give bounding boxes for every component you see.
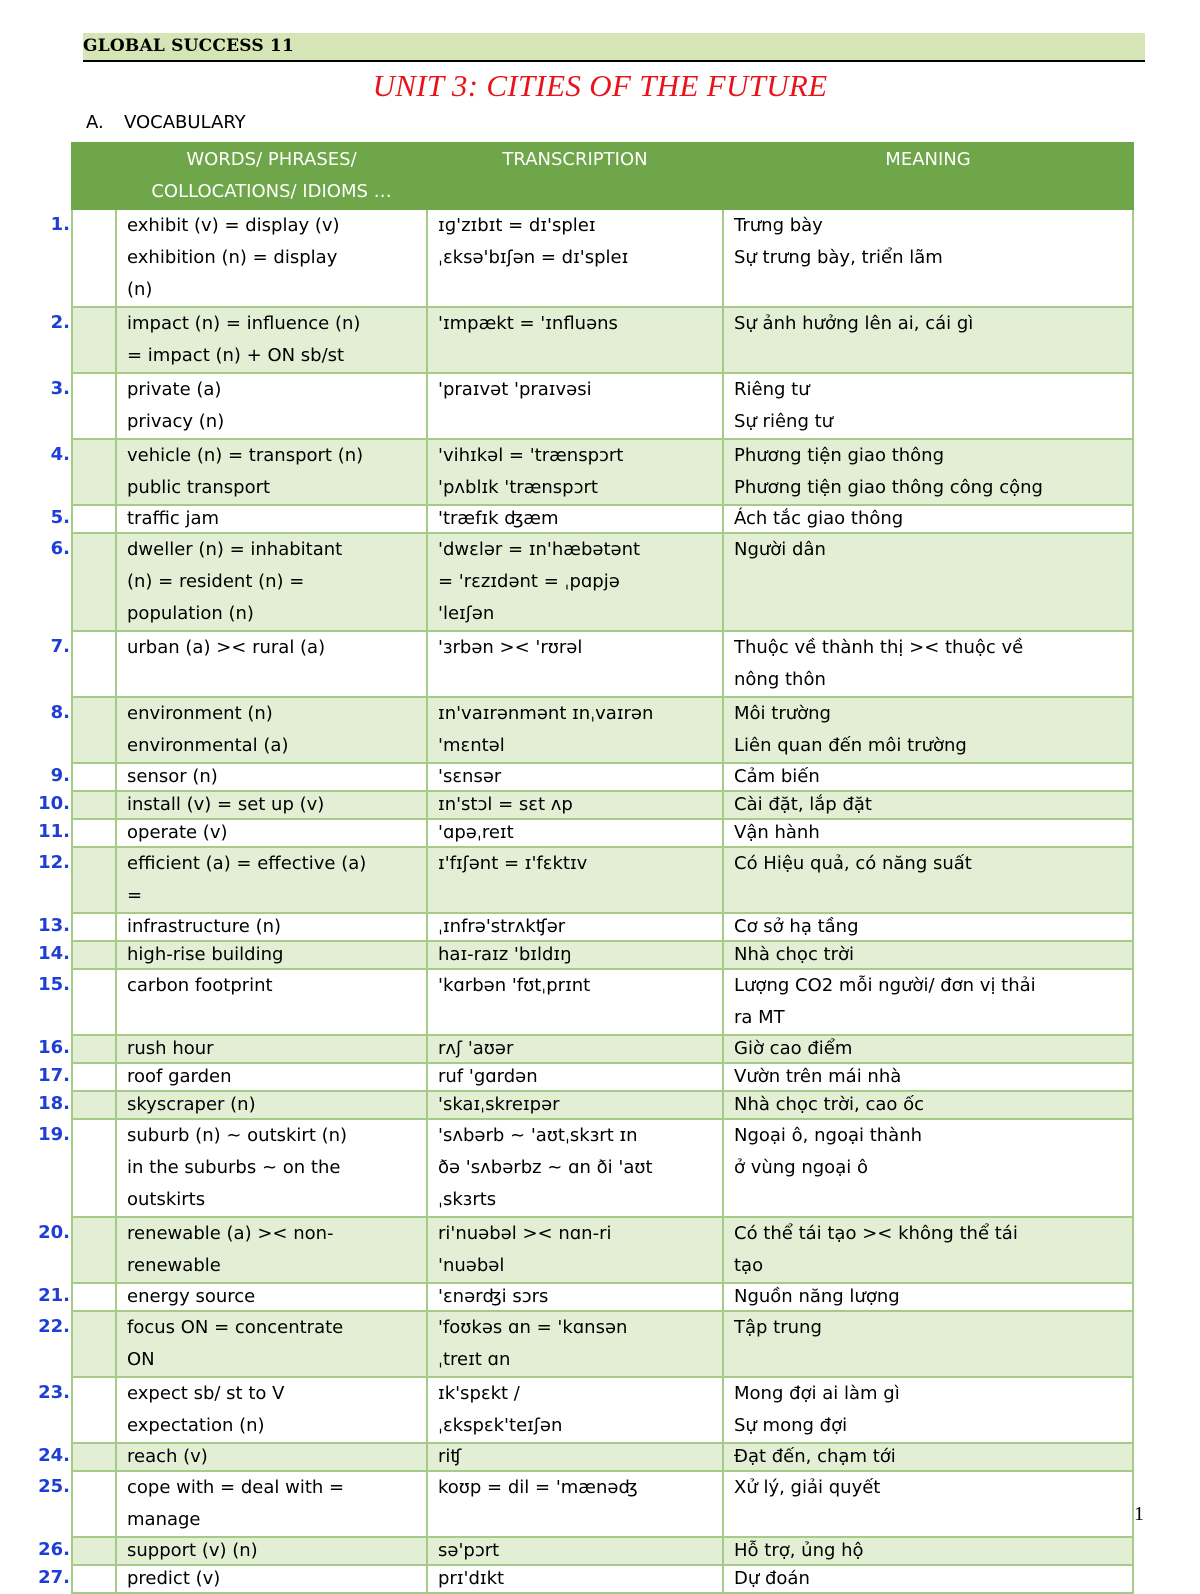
meaning-cell	[723, 533, 1133, 631]
row-blank-cell	[72, 847, 116, 913]
transcription-cell	[427, 1565, 723, 1593]
meaning-line: Cơ sở hạ tầng	[734, 916, 859, 937]
row-blank-cell	[72, 1063, 116, 1091]
row-number: 13.	[38, 915, 70, 936]
row-number: 8.	[50, 702, 70, 723]
transcription-cell	[427, 697, 723, 763]
row-number: 17.	[38, 1065, 70, 1086]
meaning-line: Vườn trên mái nhà	[734, 1066, 902, 1087]
row-blank-cell	[72, 1311, 116, 1377]
row-blank-cell	[72, 209, 116, 307]
word-line: private (a)	[127, 379, 222, 400]
row-blank-cell	[72, 1035, 116, 1063]
meaning-cell	[723, 847, 1133, 913]
meaning-cell	[723, 941, 1133, 969]
meaning-line: Cài đặt, lắp đặt	[734, 794, 872, 815]
meaning-line: Thuộc về thành thị >< thuộc về	[734, 637, 1024, 658]
row-blank-cell	[72, 1471, 116, 1537]
row-blank-cell	[72, 1091, 116, 1119]
word-cell	[116, 791, 427, 819]
transcription-cell	[427, 631, 723, 697]
word-line: support (v) (n)	[127, 1540, 258, 1561]
row-number: 27.	[38, 1567, 70, 1588]
meaning-cell	[723, 505, 1133, 533]
transcription-line: rʌʃ 'aʊər	[438, 1038, 514, 1059]
transcription-line: 'pʌblɪk 'trænspɔrt	[438, 477, 598, 498]
transcription-line: ˌɛksə'bɪʃən = dɪ'spleɪ	[438, 247, 629, 268]
table-row	[72, 1119, 1133, 1217]
word-line: environment (n)	[127, 703, 273, 724]
table-row	[72, 763, 1133, 791]
word-line: privacy (n)	[127, 411, 225, 432]
transcription-line: haɪ-raɪz 'bɪldɪŋ	[438, 944, 572, 965]
table-row	[72, 373, 1133, 439]
word-line: exhibition (n) = display	[127, 247, 338, 268]
word-cell	[116, 1377, 427, 1443]
meaning-line: Sự trưng bày, triển lãm	[734, 247, 943, 268]
table-row	[72, 969, 1133, 1035]
row-number: 18.	[38, 1093, 70, 1114]
word-line: renewable (a) >< non-	[127, 1223, 334, 1244]
word-line: (n)	[127, 279, 153, 300]
transcription-line: koʊp = dil = 'mænəʤ	[438, 1477, 638, 1498]
meaning-line: Cảm biến	[734, 766, 820, 787]
transcription-cell	[427, 209, 723, 307]
meaning-line: Liên quan đến môi trường	[734, 735, 967, 756]
transcription-line: ɪn'vaɪrənmənt ɪnˌvaɪrən	[438, 703, 654, 724]
transcription-line: ðə 'sʌbərbz ~ ɑn ði 'aʊt	[438, 1157, 653, 1178]
word-line: cope with = deal with =	[127, 1477, 345, 1498]
row-blank-cell	[72, 1443, 116, 1471]
transcription-line: sə'pɔrt	[438, 1540, 500, 1561]
transcription-cell	[427, 1063, 723, 1091]
row-blank-cell	[72, 1377, 116, 1443]
word-line: sensor (n)	[127, 766, 218, 787]
word-line: public transport	[127, 477, 271, 498]
transcription-line: 'ɜrbən >< 'rʊrəl	[438, 637, 583, 658]
word-cell	[116, 307, 427, 373]
row-number: 20.	[38, 1222, 70, 1243]
word-line: expectation (n)	[127, 1415, 265, 1436]
word-line: suburb (n) ~ outskirt (n)	[127, 1125, 348, 1146]
row-number: 7.	[50, 636, 70, 657]
meaning-line: Vận hành	[734, 822, 820, 843]
meaning-cell	[723, 1091, 1133, 1119]
word-line: population (n)	[127, 603, 254, 624]
transcription-cell	[427, 913, 723, 941]
table-row	[72, 1471, 1133, 1537]
transcription-cell	[427, 439, 723, 505]
row-blank-cell	[72, 373, 116, 439]
table-row	[72, 791, 1133, 819]
word-cell	[116, 373, 427, 439]
meaning-line: Người dân	[734, 539, 826, 560]
word-line: reach (v)	[127, 1446, 208, 1467]
meaning-cell	[723, 1063, 1133, 1091]
meaning-line: Ách tắc giao thông	[734, 508, 904, 529]
word-line: ON	[127, 1349, 155, 1370]
meaning-line: Xử lý, giải quyết	[734, 1477, 881, 1498]
word-cell	[116, 1035, 427, 1063]
row-number: 22.	[38, 1316, 70, 1337]
row-number: 3.	[50, 378, 70, 399]
word-cell	[116, 1471, 427, 1537]
meaning-cell	[723, 791, 1133, 819]
word-line: impact (n) = influence (n)	[127, 313, 361, 334]
vocabulary-table	[71, 142, 1134, 1594]
word-cell	[116, 1537, 427, 1565]
transcription-line: 'skaɪˌskreɪpər	[438, 1094, 560, 1115]
header-band	[83, 33, 1145, 62]
row-number: 4.	[50, 444, 70, 465]
meaning-cell	[723, 1035, 1133, 1063]
meaning-line: Phương tiện giao thông	[734, 445, 945, 466]
transcription-cell	[427, 1217, 723, 1283]
word-line: urban (a) >< rural (a)	[127, 637, 326, 658]
table-row	[72, 631, 1133, 697]
meaning-cell	[723, 763, 1133, 791]
row-blank-cell	[72, 697, 116, 763]
transcription-cell	[427, 1283, 723, 1311]
word-cell	[116, 533, 427, 631]
transcription-line: prɪ'dɪkt	[438, 1568, 505, 1589]
word-cell	[116, 913, 427, 941]
row-number: 24.	[38, 1445, 70, 1466]
transcription-cell	[427, 1377, 723, 1443]
meaning-cell	[723, 307, 1133, 373]
row-number: 10.	[38, 793, 70, 814]
meaning-line: Sự ảnh hưởng lên ai, cái gì	[734, 313, 974, 334]
word-line: operate (v)	[127, 822, 228, 843]
section-label: VOCABULARY	[124, 112, 246, 133]
row-blank-cell	[72, 1283, 116, 1311]
word-cell	[116, 505, 427, 533]
meaning-cell	[723, 819, 1133, 847]
word-cell	[116, 1063, 427, 1091]
meaning-line: Tập trung	[734, 1317, 822, 1338]
transcription-cell	[427, 505, 723, 533]
meaning-line: Trưng bày	[734, 215, 823, 236]
header-cell-meaning	[723, 143, 1133, 209]
word-cell	[116, 439, 427, 505]
transcription-cell	[427, 1119, 723, 1217]
word-line: high-rise building	[127, 944, 284, 965]
meaning-line: Có thể tái tạo >< không thể tái	[734, 1223, 1018, 1244]
row-blank-cell	[72, 533, 116, 631]
table-row	[72, 1565, 1133, 1593]
section-heading	[86, 112, 246, 133]
table-row	[72, 941, 1133, 969]
transcription-line: 'kɑrbən 'fʊtˌprɪnt	[438, 975, 591, 996]
transcription-line: ˌskɜrts	[438, 1189, 497, 1210]
transcription-cell	[427, 373, 723, 439]
transcription-line: ˌɛkspɛk'teɪʃən	[438, 1415, 563, 1436]
word-cell	[116, 1443, 427, 1471]
word-cell	[116, 209, 427, 307]
row-blank-cell	[72, 819, 116, 847]
table-row	[72, 1091, 1133, 1119]
meaning-cell	[723, 373, 1133, 439]
row-number: 11.	[38, 821, 70, 842]
meaning-cell	[723, 1537, 1133, 1565]
table-row	[72, 1311, 1133, 1377]
transcription-line: ruf 'gɑrdən	[438, 1066, 538, 1087]
table-row	[72, 209, 1133, 307]
meaning-line: Nguồn năng lượng	[734, 1286, 900, 1307]
row-number: 19.	[38, 1124, 70, 1145]
transcription-line: 'praɪvət 'praɪvəsi	[438, 379, 592, 400]
word-line: exhibit (v) = display (v)	[127, 215, 340, 236]
table-row	[72, 307, 1133, 373]
row-number: 1.	[50, 214, 70, 235]
meaning-line: Phương tiện giao thông công cộng	[734, 477, 1043, 498]
header-cell-blank	[72, 143, 116, 209]
meaning-cell	[723, 913, 1133, 941]
row-number: 9.	[50, 765, 70, 786]
meaning-cell	[723, 1443, 1133, 1471]
word-line: install (v) = set up (v)	[127, 794, 325, 815]
header-transcription-label: TRANSCRIPTION	[502, 149, 648, 170]
transcription-line: 'ɪmpækt = 'ɪnfluəns	[438, 313, 618, 334]
word-cell	[116, 1565, 427, 1593]
meaning-line: Nhà chọc trời, cao ốc	[734, 1094, 925, 1115]
word-cell	[116, 1119, 427, 1217]
word-line: traffic jam	[127, 508, 220, 529]
table-row	[72, 1063, 1133, 1091]
meaning-cell	[723, 439, 1133, 505]
transcription-cell	[427, 307, 723, 373]
row-number: 2.	[50, 312, 70, 333]
table-row	[72, 1443, 1133, 1471]
transcription-line: ɪ'fɪʃənt = ɪ'fɛktɪv	[438, 853, 588, 874]
row-number: 21.	[38, 1285, 70, 1306]
header-title: GLOBAL SUCCESS 11	[83, 36, 294, 56]
transcription-line: ɪɡ'zɪbɪt = dɪ'spleɪ	[438, 215, 596, 236]
transcription-line: ˌɪnfrə'strʌkʧər	[438, 916, 566, 937]
word-line: =	[127, 885, 143, 906]
row-number: 12.	[38, 852, 70, 873]
transcription-line: 'sɛnsər	[438, 766, 502, 787]
transcription-cell	[427, 1311, 723, 1377]
table-row	[72, 1035, 1133, 1063]
word-line: roof garden	[127, 1066, 232, 1087]
page-number: 1	[1134, 1503, 1144, 1525]
transcription-line: 'leɪʃən	[438, 603, 495, 624]
transcription-cell	[427, 819, 723, 847]
meaning-cell	[723, 1283, 1133, 1311]
word-line: = impact (n) + ON sb/st	[127, 345, 345, 366]
transcription-line: = 'rɛzɪdənt = ˌpɑpjə	[438, 571, 620, 592]
word-cell	[116, 847, 427, 913]
table-row	[72, 1217, 1133, 1283]
meaning-line: Dự đoán	[734, 1568, 810, 1589]
row-blank-cell	[72, 763, 116, 791]
word-cell	[116, 1311, 427, 1377]
header-cell-transcription	[427, 143, 723, 209]
transcription-line: 'træfɪk ʤæm	[438, 508, 559, 529]
meaning-line: Môi trường	[734, 703, 831, 724]
meaning-cell	[723, 1377, 1133, 1443]
section-marker: A.	[86, 112, 104, 133]
table-row	[72, 1377, 1133, 1443]
meaning-line: Hỗ trợ, ủng hộ	[734, 1540, 864, 1561]
row-number: 23.	[38, 1382, 70, 1403]
word-cell	[116, 819, 427, 847]
row-number: 26.	[38, 1539, 70, 1560]
meaning-cell	[723, 209, 1133, 307]
word-line: renewable	[127, 1255, 221, 1276]
transcription-line: ɪk'spɛkt /	[438, 1383, 520, 1404]
meaning-line: Sự mong đợi	[734, 1415, 848, 1436]
word-line: predict (v)	[127, 1568, 221, 1589]
word-line: expect sb/ st to V	[127, 1383, 285, 1404]
header-words-label: WORDS/ PHRASES/ COLLOCATIONS/ IDIOMS …	[151, 149, 392, 202]
row-number: 25.	[38, 1476, 70, 1497]
transcription-line: 'nuəbəl	[438, 1255, 505, 1276]
table-row	[72, 1537, 1133, 1565]
row-number: 6.	[50, 538, 70, 559]
transcription-cell	[427, 969, 723, 1035]
header-cell-words	[116, 143, 427, 209]
transcription-line: 'ɑpəˌreɪt	[438, 822, 514, 843]
meaning-line: tạo	[734, 1255, 764, 1276]
table-row	[72, 505, 1133, 533]
row-number: 14.	[38, 943, 70, 964]
table-row	[72, 847, 1133, 913]
transcription-line: ˌtreɪt ɑn	[438, 1349, 511, 1370]
transcription-line: 'foʊkəs ɑn = 'kɑnsən	[438, 1317, 628, 1338]
word-cell	[116, 969, 427, 1035]
word-cell	[116, 763, 427, 791]
meaning-line: Mong đợi ai làm gì	[734, 1383, 900, 1404]
row-blank-cell	[72, 1217, 116, 1283]
row-number: 15.	[38, 974, 70, 995]
unit-title: UNIT 3: CITIES OF THE FUTURE	[372, 68, 828, 103]
meaning-cell	[723, 1471, 1133, 1537]
row-blank-cell	[72, 439, 116, 505]
table-row	[72, 1283, 1133, 1311]
meaning-cell	[723, 1217, 1133, 1283]
word-cell	[116, 1091, 427, 1119]
table-row	[72, 697, 1133, 763]
row-blank-cell	[72, 307, 116, 373]
word-cell	[116, 1217, 427, 1283]
transcription-cell	[427, 1443, 723, 1471]
word-line: in the suburbs ~ on the	[127, 1157, 341, 1178]
row-blank-cell	[72, 505, 116, 533]
word-cell	[116, 697, 427, 763]
meaning-line: Giờ cao điểm	[734, 1038, 853, 1059]
meaning-cell	[723, 1119, 1133, 1217]
transcription-cell	[427, 941, 723, 969]
row-blank-cell	[72, 969, 116, 1035]
word-line: rush hour	[127, 1038, 214, 1059]
meaning-line: Lượng CO2 mỗi người/ đơn vị thải	[734, 975, 1036, 996]
word-cell	[116, 631, 427, 697]
transcription-cell	[427, 763, 723, 791]
table-row	[72, 533, 1133, 631]
meaning-line: ra MT	[734, 1007, 785, 1028]
meaning-line: Ngoại ô, ngoại thành	[734, 1125, 923, 1146]
word-line: efficient (a) = effective (a)	[127, 853, 367, 874]
meaning-line: Sự riêng tư	[734, 411, 834, 432]
meaning-line: ở vùng ngoại ô	[734, 1157, 868, 1178]
meaning-cell	[723, 631, 1133, 697]
meaning-line: Có Hiệu quả, có năng suất	[734, 853, 972, 874]
row-blank-cell	[72, 631, 116, 697]
meaning-line: nông thôn	[734, 669, 826, 690]
table-header-row	[72, 143, 1133, 209]
table-row	[72, 819, 1133, 847]
word-line: skyscraper (n)	[127, 1094, 256, 1115]
transcription-cell	[427, 1537, 723, 1565]
transcription-line: 'sʌbərb ~ 'aʊtˌskɜrt ɪn	[438, 1125, 638, 1146]
meaning-cell	[723, 697, 1133, 763]
row-blank-cell	[72, 913, 116, 941]
transcription-cell	[427, 847, 723, 913]
word-line: energy source	[127, 1286, 256, 1307]
row-blank-cell	[72, 941, 116, 969]
transcription-line: 'dwɛlər = ɪn'hæbətənt	[438, 539, 641, 560]
header-meaning-label: MEANING	[885, 149, 971, 170]
word-line: manage	[127, 1509, 201, 1530]
word-line: outskirts	[127, 1189, 206, 1210]
table-row	[72, 439, 1133, 505]
transcription-line: ri'nuəbəl >< nɑn-ri	[438, 1223, 612, 1244]
row-number: 5.	[50, 507, 70, 528]
transcription-cell	[427, 533, 723, 631]
meaning-line: Đạt đến, chạm tới	[734, 1446, 896, 1467]
transcription-cell	[427, 1035, 723, 1063]
table-row	[72, 913, 1133, 941]
word-line: vehicle (n) = transport (n)	[127, 445, 364, 466]
meaning-cell	[723, 969, 1133, 1035]
word-line: infrastructure (n)	[127, 916, 282, 937]
meaning-line: Riêng tư	[734, 379, 810, 400]
word-line: carbon footprint	[127, 975, 273, 996]
row-blank-cell	[72, 1537, 116, 1565]
word-line: focus ON = concentrate	[127, 1317, 344, 1338]
word-line: dweller (n) = inhabitant	[127, 539, 343, 560]
row-blank-cell	[72, 791, 116, 819]
transcription-line: 'vihɪkəl = 'trænspɔrt	[438, 445, 624, 466]
word-line: (n) = resident (n) =	[127, 571, 305, 592]
transcription-cell	[427, 1091, 723, 1119]
transcription-line: 'mɛntəl	[438, 735, 505, 756]
row-blank-cell	[72, 1565, 116, 1593]
word-cell	[116, 1283, 427, 1311]
word-line: environmental (a)	[127, 735, 289, 756]
meaning-line: Nhà chọc trời	[734, 944, 855, 965]
transcription-cell	[427, 791, 723, 819]
meaning-cell	[723, 1311, 1133, 1377]
row-number: 16.	[38, 1037, 70, 1058]
meaning-cell	[723, 1565, 1133, 1593]
transcription-line: riʧ	[438, 1446, 462, 1467]
row-blank-cell	[72, 1119, 116, 1217]
transcription-line: ɪn'stɔl = sɛt ʌp	[438, 794, 573, 815]
transcription-line: 'ɛnərʤi sɔrs	[438, 1286, 549, 1307]
transcription-cell	[427, 1471, 723, 1537]
word-cell	[116, 941, 427, 969]
